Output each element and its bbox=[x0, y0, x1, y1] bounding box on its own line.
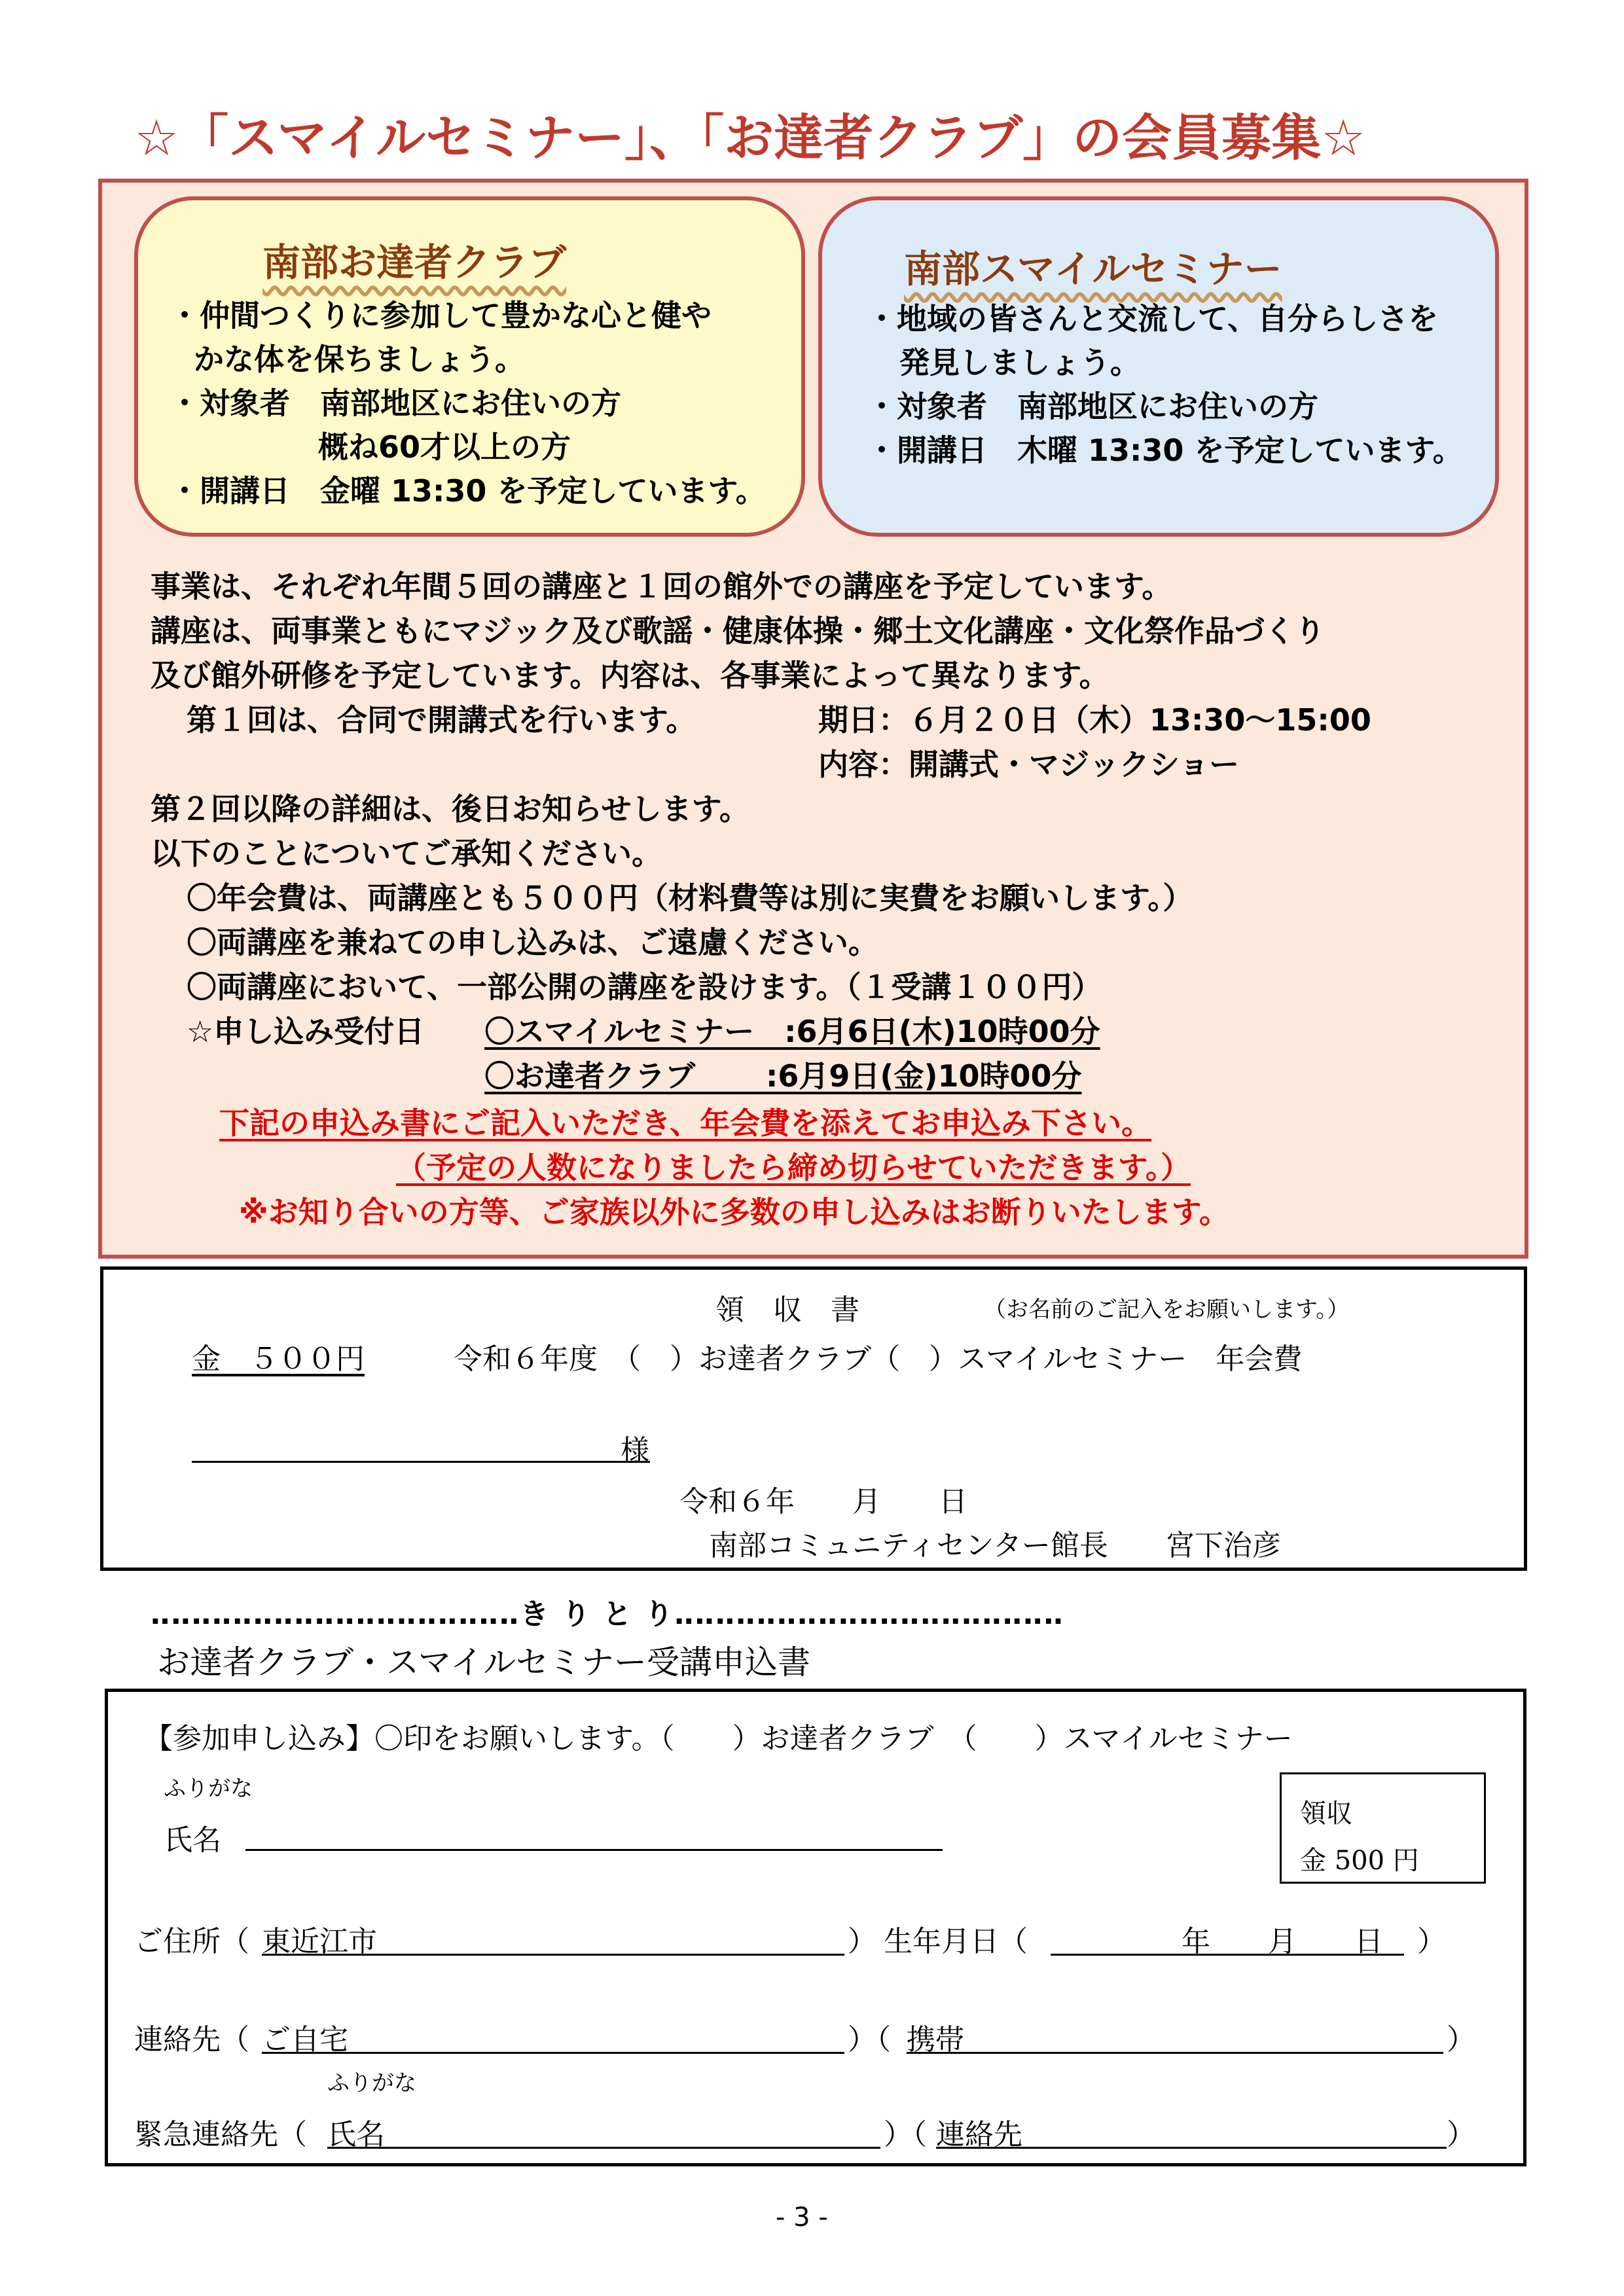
page-title: ☆「スマイルセミナー」、「お達者クラブ」の会員募集☆ bbox=[134, 109, 1366, 167]
schedule-content: 内容：開講式・マジックショー bbox=[818, 747, 1240, 782]
notice-red: ※お知り合いの方等、ご家族以外に多数の申し込みはお断りいたします。 bbox=[239, 1194, 1230, 1230]
page-number: - 3 - bbox=[776, 2202, 828, 2233]
smile-line: ・開講日 木曜 13:30 を予定しています。 bbox=[867, 433, 1463, 468]
contact-close: ） bbox=[1447, 2023, 1475, 2056]
smile-line: ・対象者 南部地区にお住いの方 bbox=[867, 389, 1318, 424]
emergency-contact: 連絡先 bbox=[936, 2118, 1022, 2151]
smile-line: 発見しましょう。 bbox=[899, 345, 1140, 380]
participate-line[interactable]: 【参加申し込み】〇印をお願いします。（ ）お達者クラブ （ ）スマイルセミナー bbox=[144, 1722, 1293, 1755]
emergency-label: 緊急連絡先（ bbox=[134, 2118, 307, 2151]
emergency-name: 氏名 bbox=[327, 2118, 385, 2151]
furigana-label: ふりがな bbox=[327, 2070, 416, 2096]
club-line: ・開講日 金曜 13:30 を予定しています。 bbox=[170, 473, 766, 509]
name-field[interactable] bbox=[245, 1849, 943, 1851]
smile-title: 南部スマイルセミナー bbox=[904, 247, 1282, 291]
address-field[interactable] bbox=[262, 1954, 844, 1956]
application-date-smile: 〇スマイルセミナー :6月6日(木)10時00分 bbox=[484, 1014, 1100, 1049]
address-label: ご住所（ bbox=[134, 1925, 249, 1958]
club-title: 南部お達者クラブ bbox=[262, 240, 567, 285]
application-date-label: ☆申し込み受付日 bbox=[187, 1014, 425, 1049]
club-line: ・仲間つくりに参加して豊かな心と健や bbox=[170, 298, 712, 333]
contact-home-field[interactable] bbox=[262, 2052, 844, 2054]
receipt-date: 令和６年 月 日 bbox=[679, 1485, 967, 1518]
receipt-amount: 金 ５００円 bbox=[192, 1342, 365, 1376]
body-text: 第１回は、合同で開講式を行います。 bbox=[187, 702, 696, 738]
notice-red: （予定の人数になりましたら締め切らせていただきます。） bbox=[396, 1150, 1191, 1185]
body-text: 〇両講座において、一部公開の講座を設けます。（１受講１００円） bbox=[187, 969, 1102, 1005]
receipt-name-line[interactable] bbox=[192, 1461, 650, 1463]
birth-ymd: 年 月 日 bbox=[1182, 1925, 1383, 1958]
body-text: 以下のことについてご承知ください。 bbox=[151, 836, 662, 871]
receipt-stamp-box bbox=[1280, 1772, 1486, 1884]
club-line: かな体を保ちましょう。 bbox=[194, 342, 525, 377]
body-text: 講座は、両事業ともにマジック及び歌謡・健康体操・郷土文化講座・文化祭作品づくり bbox=[151, 613, 1325, 649]
contact-label: 連絡先（ bbox=[134, 2023, 249, 2056]
body-text: 事業は、それぞれ年間５回の講座と１回の館外での講座を予定しています。 bbox=[151, 569, 1172, 604]
emergency-mid: ）（ bbox=[884, 2118, 927, 2151]
application-date-club: 〇お達者クラブ :6月9日(金)10時00分 bbox=[484, 1058, 1082, 1094]
body-text: 第２回以降の詳細は、後日お知らせします。 bbox=[151, 791, 749, 827]
club-box bbox=[134, 196, 805, 537]
receipt-note: （お名前のご記入をお願いします。） bbox=[984, 1297, 1350, 1323]
receipt-description: 令和６年度 （ ）お達者クラブ（ ）スマイルセミナー 年会費 bbox=[454, 1342, 1303, 1376]
club-line: 概ね60才以上の方 bbox=[318, 429, 571, 465]
receipt-sama: 様 bbox=[621, 1434, 649, 1467]
stamp-amount: 金 500 円 bbox=[1300, 1846, 1419, 1876]
notice-red: 下記の申込み書にご記入いただき、年会費を添えてお申込み下さい。 bbox=[219, 1105, 1152, 1141]
body-text: 〇両講座を兼ねての申し込みは、ご遠慮ください。 bbox=[187, 925, 878, 960]
form-title: お達者クラブ・スマイルセミナー受講申込書 bbox=[157, 1643, 810, 1681]
furigana-label: ふりがな bbox=[164, 1776, 253, 1802]
receipt-issuer: 南部コミュニティセンター館長 宮下治彦 bbox=[709, 1529, 1281, 1562]
cut-line: ‥‥‥‥‥‥‥‥‥‥‥‥‥‥‥‥‥‥き り と り‥‥‥‥‥‥‥‥‥‥‥‥‥‥‥‥‥‥‥ bbox=[151, 1598, 1064, 1631]
emergency-contact-field[interactable] bbox=[936, 2147, 1447, 2149]
smile-box bbox=[818, 196, 1499, 537]
name-label: 氏名 bbox=[164, 1823, 221, 1857]
receipt-heading: 領 収 書 bbox=[715, 1293, 859, 1327]
receipt-box bbox=[100, 1266, 1527, 1571]
application-form bbox=[105, 1689, 1526, 2166]
birth-close: ） bbox=[1417, 1925, 1446, 1958]
smile-line: ・地域の皆さんと交流して、自分らしさを bbox=[867, 301, 1439, 336]
body-text: 及び館外研修を予定しています。内容は、各事業によって異なります。 bbox=[151, 658, 1110, 693]
address-close: ） bbox=[848, 1925, 876, 1958]
club-line: ・対象者 南部地区にお住いの方 bbox=[170, 386, 621, 421]
contact-mobile: 携帯 bbox=[907, 2023, 964, 2056]
contact-home: ご自宅 bbox=[262, 2023, 348, 2056]
birth-label: 生年月日（ bbox=[884, 1925, 1028, 1958]
contact-mobile-field[interactable] bbox=[907, 2052, 1443, 2054]
contact-mid: ）（ bbox=[848, 2023, 891, 2056]
stamp-title: 領収 bbox=[1300, 1799, 1352, 1829]
emergency-close: ） bbox=[1447, 2118, 1475, 2151]
address-city: 東近江市 bbox=[262, 1925, 377, 1958]
body-text: 〇年会費は、両講座とも５００円（材料費等は別に実費をお願いします。） bbox=[187, 880, 1193, 916]
emergency-name-field[interactable] bbox=[327, 2147, 880, 2149]
schedule-date: 期日：６月２０日（木）13:30～15:00 bbox=[818, 702, 1371, 738]
